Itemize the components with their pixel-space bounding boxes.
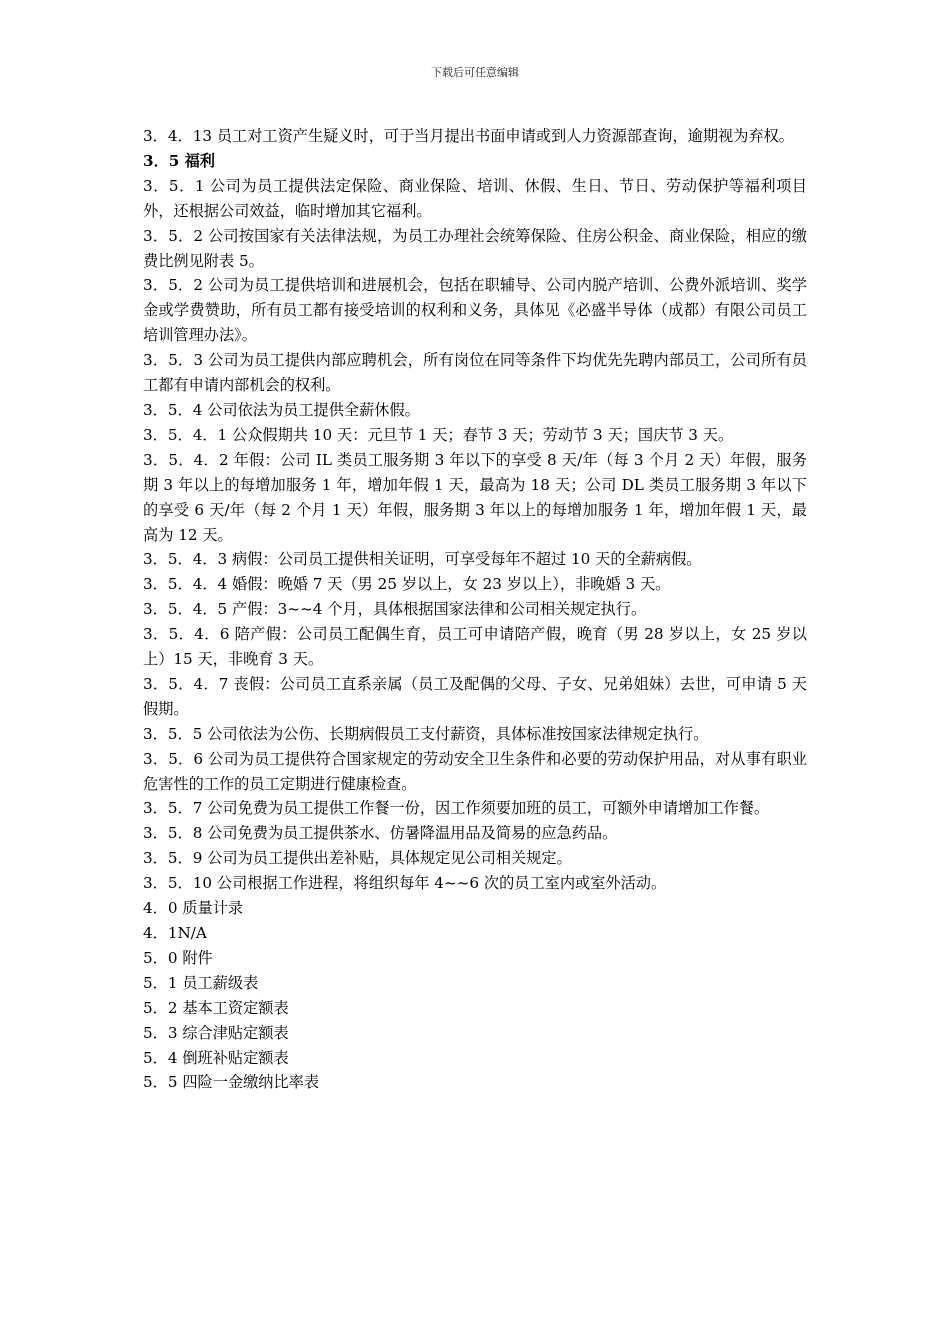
attachment-item-5-1: 5．1 员工薪级表	[143, 973, 259, 992]
paragraph-3-5-4-7: 3．5．4．7 丧假：公司员工直系亲属（员工及配偶的父母、子女、兄弟姐妹）去世，可申请 5 天假期。	[143, 674, 807, 718]
paragraph-3-5-1: 3．5．1 公司为员工提供法定保险、商业保险、培训、休假、生日、节日、劳动保护等福利项目外，还根据公司效益，临时增加其它福利。	[143, 176, 807, 220]
section-heading-5-0: 5．0 附件	[143, 948, 213, 967]
paragraph-3-5-4-4: 3．5．4．4 婚假：晚婚 7 天（男 25 岁以上，女 23 岁以上），非晚婚 3 天。	[143, 575, 671, 594]
paragraph-3-5-3: 3．5．3 公司为员工提供内部应聘机会，所有岗位在同等条件下均优先先聘内部员工，公司所有员工都有申请内部机会的权利。	[143, 351, 807, 395]
attachment-item-5-2: 5．2 基本工资定额表	[143, 998, 289, 1017]
paragraph-3-5-7: 3．5．7 公司免费为员工提供工作餐一份，因工作须要加班的员工，可额外申请增加工作餐。	[143, 799, 770, 818]
attachment-item-5-4: 5．4 倒班补贴定额表	[143, 1048, 289, 1067]
paragraph-3-5-4-5: 3．5．4．5 产假：3~~4 个月，具体根据国家法律和公司相关规定执行。	[143, 600, 647, 619]
paragraph-3-5-2-training: 3．5．2 公司为员工提供培训和进展机会，包括在职辅导、公司内脱产培训、公费外派培训、奖学金或学费赞助，所有员工都有接受培训的权利和义务，具体见《必盛半导体（成都）有限公司员工培训管理办法》。	[143, 276, 807, 345]
section-heading-3-5: 3．5 福利	[143, 151, 215, 170]
paragraph-4-1: 4．1N/A	[143, 924, 207, 942]
paragraph-3-5-4-2: 3．5．4．2 年假：公司 IL 类员工服务期 3 年以下的享受 8 天/年（每 3 个月 2 天）年假，服务期 3 年以上的每增加服务 1 年，增加年假 1 天，最高为 18 天；公司 DL 类员工服务期 3 年以下的享受 6 天/年（每 2 个月 1 天）年假，服务期 3 年以上的每增加服务 1 年，增加年假 1 天，最高为 12 天。	[143, 450, 807, 544]
paragraph-3-5-2-insurance: 3．5．2 公司按国家有关法律法规，为员工办理社会统筹保险、住房公积金、商业保险，相应的缴费比例见附表 5。	[143, 226, 807, 270]
document-body	[143, 124, 807, 1095]
paragraph-3-5-4-3: 3．5．4．3 病假：公司员工提供相关证明，可享受每年不超过 10 天的全薪病假。	[143, 550, 702, 569]
attachment-item-5-5: 5．5 四险一金缴纳比率表	[143, 1073, 320, 1092]
paragraph-3-5-6: 3．5．6 公司为员工提供符合国家规定的劳动安全卫生条件和必要的劳动保护用品，对从事有职业危害性的工作的员工定期进行健康检查。	[143, 749, 807, 793]
paragraph-3-5-5: 3．5．5 公司依法为公伤、长期病假员工支付薪资，具体标准按国家法律规定执行。	[143, 724, 709, 743]
paragraph-3-5-8: 3．5．8 公司免费为员工提供茶水、仿暑降温用品及简易的应急药品。	[143, 824, 618, 843]
attachment-item-5-3: 5．3 综合津贴定额表	[143, 1023, 289, 1042]
paragraph-3-5-4-1: 3．5．4．1 公众假期共 10 天：元旦节 1 天；春节 3 天；劳动节 3 天；国庆节 3 天。	[143, 425, 734, 444]
paragraph-3-5-4: 3．5．4 公司依法为员工提供全薪休假。	[143, 400, 420, 419]
paragraph-3-5-4-6: 3．5．4．6 陪产假：公司员工配偶生育，员工可申请陪产假，晚育（男 28 岁以上，女 25 岁以上）15 天，非晚育 3 天。	[143, 625, 807, 669]
section-heading-4-0: 4．0 质量计录	[143, 899, 244, 918]
paragraph-3-5-10: 3．5．10 公司根据工作进程，将组织每年 4~~6 次的员工室内或室外活动。	[143, 874, 667, 893]
paragraph-3-4-13: 3．4．13 员工对工资产生疑义时，可于当月提出书面申请或到人力资源部查询，逾期视为弃权。	[143, 127, 794, 145]
page-header: 下载后可任意编辑	[431, 66, 519, 79]
paragraph-3-5-9: 3．5．9 公司为员工提供出差补贴，具体规定见公司相关规定。	[143, 849, 572, 868]
